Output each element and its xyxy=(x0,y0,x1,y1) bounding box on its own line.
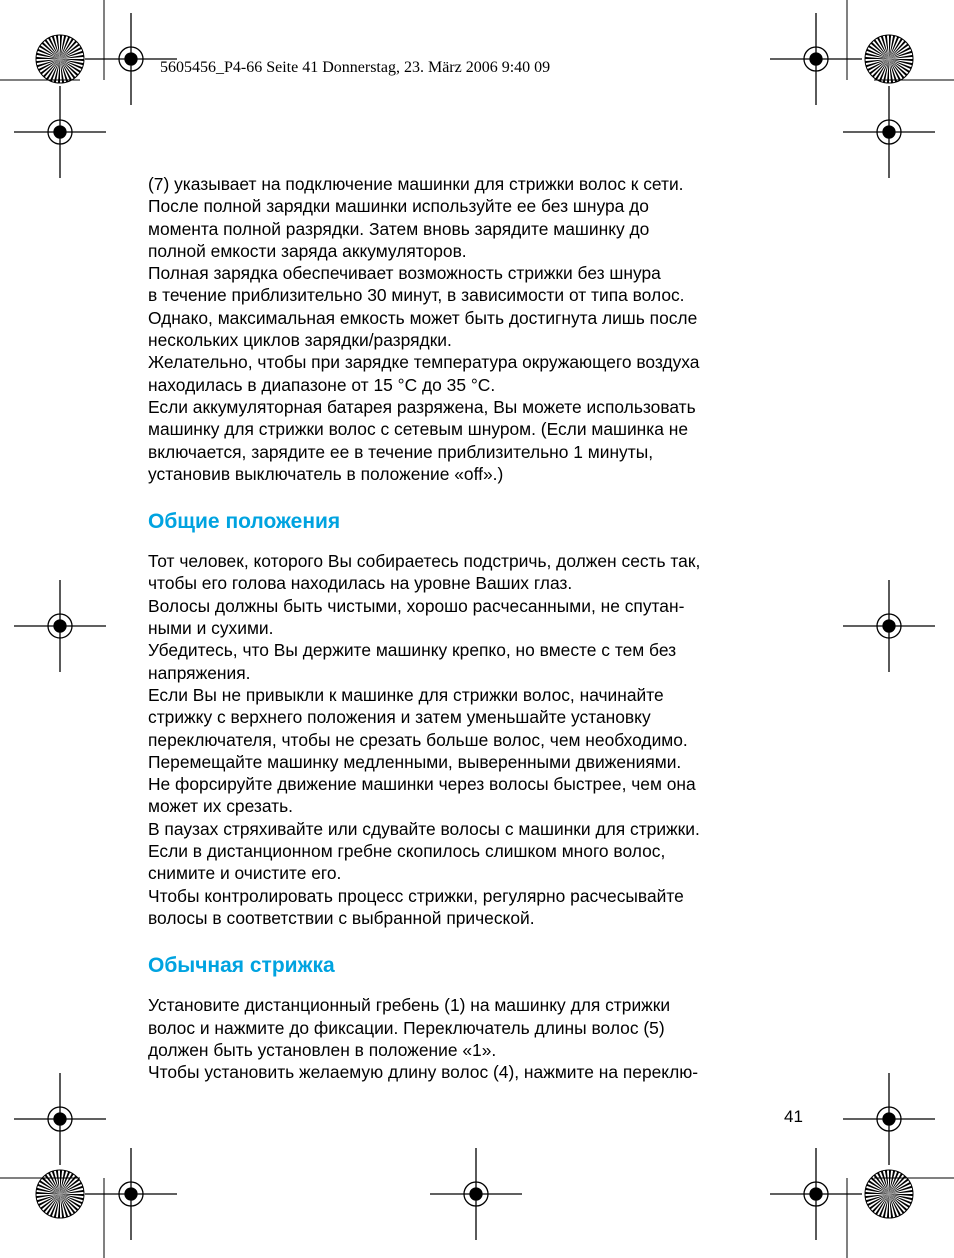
registration-mark xyxy=(14,86,106,178)
section-general-text: Тот человек, которого Вы собираетесь подстричь, должен сесть так, чтобы его голова находилась на уровне Ваших глаз. Волосы должны быть чистыми, хорошо расчесанными, не спутан- ными и сухими. Убедитесь, что Вы держите машинку крепко, но вместе с тем без напряжения. Если Вы не привыкли к машинке для стрижки волос, начинайте стрижку с верхнего положения и затем уменьшайте установку переключателя, чтобы не срезать больше волос, чем необходимо. Перемещайте машинку медленными, выверенными движениями. Не форсируйте движение машинки через волосы быстрее, чем она может их срезать. В паузах стряхивайте или сдувайте волосы с машинки для стрижки. Если в дистанционном гребне скопилось слишком много волос, снимите и очистите его. Чтобы контролировать процесс стрижки, регулярно расчесывайте волосы в соответствии с выбранной прической. xyxy=(148,551,701,928)
section-heading-regular-cut: Обычная стрижка xyxy=(148,954,335,978)
registration-mark xyxy=(14,580,106,672)
intro-paragraph: (7) указывает на подключение машинки для стрижки волос к сети. После полной зарядки машинки используйте ее без шнура до момента полной разрядки. Затем вновь зарядите машинку до полной емкости заряда аккумуляторов. Полная зарядка обеспечивает возможность стрижки без шнура в течение приблизительно 30 минут, в зависимости от типа волос. Однако, максимальная емкость может быть достигнута лишь после нескольких циклов зарядки/разрядки. Желательно, чтобы при зарядке температура окружающего воздуха находилась в диапазоне от 15 °C до 35 °C. Если аккумуляторная батарея разряжена, Вы можете использовать машинку для стрижки волос с сетевым шнуром. (Если машинка не включается, зарядите ее в течение приблизительно 1 минуты, установив выключатель в положение «off».) xyxy=(148,174,700,484)
registration-mark xyxy=(430,1148,522,1240)
registration-mark xyxy=(770,13,862,105)
registration-mark xyxy=(770,1148,862,1240)
section-heading-general: Общие положения xyxy=(148,510,341,534)
starburst-mark xyxy=(865,1170,913,1218)
registration-mark xyxy=(843,580,935,672)
starburst-mark xyxy=(36,1170,84,1218)
section-regular-cut-text: Установите дистанционный гребень (1) на машинку для стрижки волос и нажмите до фиксации. Переключатель длины волос (5) должен быть установлен в положение «1». Чтобы установить желаемую длину волос (4), нажмите на переклю- xyxy=(148,995,699,1083)
body-content xyxy=(148,173,808,1083)
registration-mark xyxy=(85,1148,177,1240)
starburst-mark xyxy=(865,35,913,83)
page-number: 41 xyxy=(784,1107,803,1126)
registration-mark xyxy=(843,1073,935,1165)
print-header: 5605456_P4-66 Seite 41 Donnerstag, 23. März 2006 9:40 09 xyxy=(160,59,551,76)
registration-mark xyxy=(843,86,935,178)
starburst-mark xyxy=(36,35,84,83)
registration-mark xyxy=(14,1073,106,1165)
